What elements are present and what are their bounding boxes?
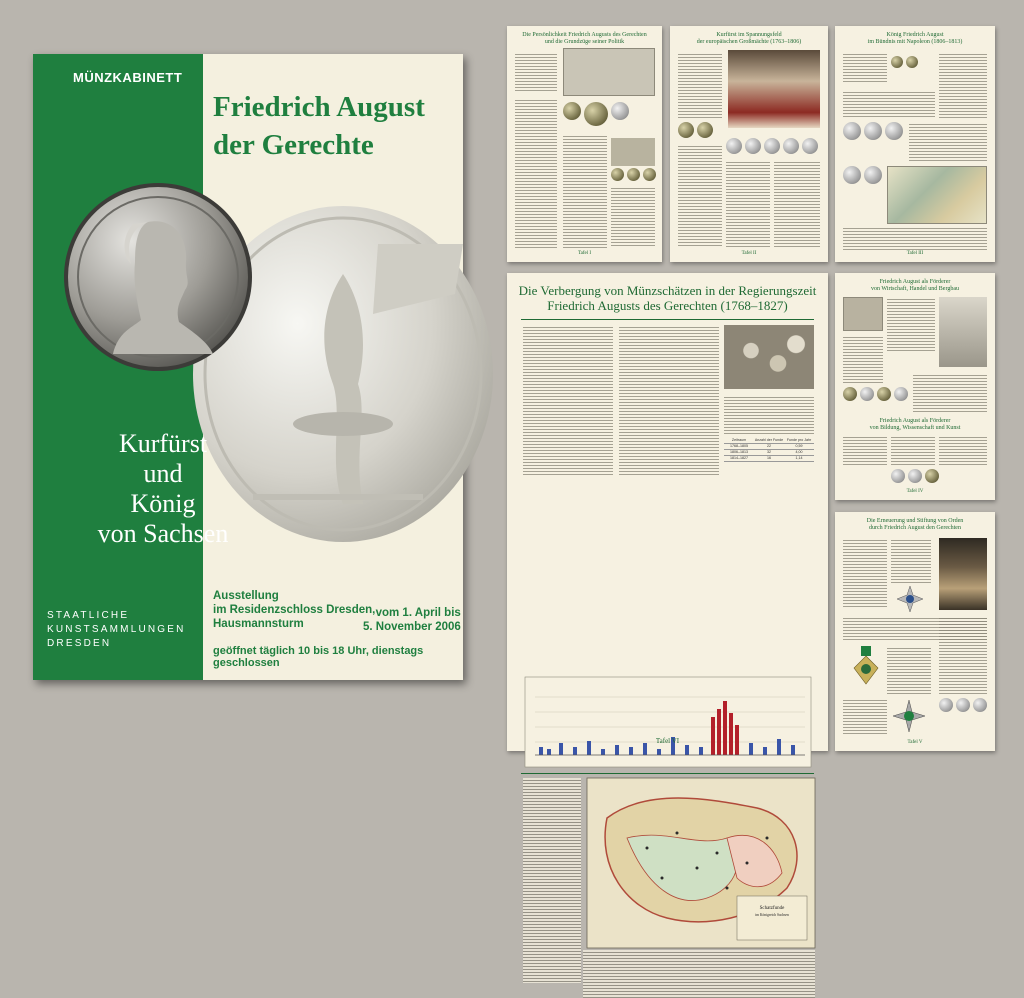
text-block xyxy=(611,186,655,248)
text-block xyxy=(891,538,931,584)
coin-image xyxy=(611,102,629,120)
text-block xyxy=(843,226,987,250)
table-cell: 1,14 xyxy=(795,456,803,460)
panel-title-line: von Bildung, Wissenschaft und Kunst xyxy=(869,425,961,431)
map-title-line: im Königreich Sachsen xyxy=(755,913,789,917)
text-block xyxy=(843,698,887,734)
text-block xyxy=(843,435,887,465)
text-block xyxy=(891,435,935,465)
text-block xyxy=(843,90,935,118)
table-cell: 4,00 xyxy=(795,450,803,454)
coin-row xyxy=(678,122,713,138)
order-star-icon xyxy=(897,586,923,612)
text-block xyxy=(515,52,557,92)
panel-title-line: von Wirtschaft, Handel und Bergbau xyxy=(870,286,960,292)
text-block xyxy=(678,52,722,118)
panel-kurfuerst xyxy=(670,26,828,262)
coin-hoard-photo xyxy=(724,325,814,389)
exhibition-dates xyxy=(363,606,461,634)
panel-wirtschaft xyxy=(835,273,995,500)
subtitle-line: Kurfürst xyxy=(118,429,208,458)
hoard-bar-chart xyxy=(525,677,811,767)
panel-title xyxy=(670,32,828,46)
engraving-image xyxy=(843,297,883,331)
table-cell: 22 xyxy=(767,444,771,448)
coin-row xyxy=(843,387,908,401)
subtitle-line: König xyxy=(130,489,196,518)
coin-row xyxy=(891,56,918,68)
text-block xyxy=(523,778,581,983)
panel-title-line: Kurfürst im Spannungsfeld xyxy=(716,32,782,38)
panel-title-line: König Friedrich August xyxy=(886,32,944,38)
subtitle-line: von Sachsen xyxy=(97,519,229,548)
panel-title-line: durch Friedrich August den Gerechten xyxy=(869,525,961,531)
coin-image xyxy=(864,122,882,140)
coin-image xyxy=(745,138,761,154)
medal-image xyxy=(611,138,655,166)
coin-image xyxy=(611,168,624,181)
portrait-painting xyxy=(728,50,820,128)
text-block xyxy=(726,160,770,248)
panel-title xyxy=(507,283,828,313)
find-list xyxy=(583,950,815,998)
coin-row xyxy=(891,469,939,483)
hoard-table xyxy=(724,438,814,462)
panel-title xyxy=(507,32,662,46)
find-list xyxy=(523,778,581,983)
panel-orden xyxy=(835,512,995,751)
coin-image xyxy=(627,168,640,181)
table-cell: 1806–1813 xyxy=(730,450,748,454)
text-block xyxy=(843,335,883,383)
panel-title xyxy=(835,32,995,46)
coin-image xyxy=(894,387,908,401)
text-block xyxy=(909,122,987,162)
table-row xyxy=(724,456,814,462)
text-block xyxy=(887,297,935,353)
organization-line: DRESDEN xyxy=(47,638,112,649)
institution-label: MÜNZKABINETT xyxy=(73,70,183,85)
coin-image xyxy=(973,698,987,712)
location-line: im Residenzschloss Dresden, xyxy=(213,604,376,616)
coin-image xyxy=(802,138,818,154)
poster-title xyxy=(213,88,425,164)
saxony-map xyxy=(587,778,815,948)
panel-title xyxy=(835,418,995,432)
table-cell: 32 xyxy=(767,450,771,454)
poster-subtitle xyxy=(93,429,233,549)
coin-image xyxy=(891,56,903,68)
text-block xyxy=(774,160,820,248)
panel-title-line: Die Verbergung von Münzschätzen in der Regierungszeit xyxy=(518,283,817,298)
monument-photo xyxy=(939,297,987,367)
text-block xyxy=(583,950,815,998)
engraving-image xyxy=(563,48,655,96)
table-cell: 1768–1805 xyxy=(730,444,748,448)
page-label: Tafel V xyxy=(907,740,923,745)
coin-image xyxy=(860,387,874,401)
text-block xyxy=(563,134,607,248)
exhibition-details xyxy=(213,589,375,631)
coin-row xyxy=(843,122,903,140)
coin-image xyxy=(843,122,861,140)
text-block xyxy=(843,52,887,82)
organization-line: KUNSTSAMMLUNGEN xyxy=(47,624,186,635)
coin-image xyxy=(939,698,953,712)
page-label: Tafel III xyxy=(906,251,924,256)
table-cell: 16 xyxy=(767,456,771,460)
coin-image xyxy=(843,387,857,401)
order-badge-icon xyxy=(851,646,881,686)
panel-title-line: Die Erneuerung und Stiftung von Orden xyxy=(866,518,964,524)
text-block xyxy=(913,373,987,413)
portrait-painting xyxy=(939,538,987,610)
coin-image xyxy=(764,138,780,154)
coin-image xyxy=(783,138,799,154)
date-line: 5. November 2006 xyxy=(363,621,461,633)
opening-hours: geöffnet täglich 10 bis 18 Uhr, dienstags geschlossen xyxy=(213,645,424,669)
organization-name xyxy=(47,609,186,651)
panel-title-line: und die Grundzüge seiner Politik xyxy=(544,39,625,45)
panel-koenig xyxy=(835,26,995,262)
coin-row xyxy=(726,138,818,154)
text-block xyxy=(678,144,722,248)
text-block xyxy=(523,325,613,475)
panel-title-line: Friedrich August als Förderer xyxy=(879,418,951,424)
coin-image xyxy=(864,166,882,184)
text-block xyxy=(619,325,719,475)
text-block xyxy=(939,52,987,118)
coin-image xyxy=(643,168,656,181)
panel-title-line: im Bündnis mit Napoleon (1806–1813) xyxy=(867,39,963,45)
coin-image xyxy=(563,102,581,120)
exhibition-label: Ausstellung xyxy=(213,590,279,602)
panel-muenzschaetze xyxy=(507,273,828,917)
coin-image xyxy=(697,122,713,138)
coin-image xyxy=(584,102,608,126)
divider xyxy=(521,773,814,774)
medal-obverse-portrait xyxy=(63,182,253,372)
location-line: Hausmannsturm xyxy=(213,618,304,630)
divider xyxy=(521,319,814,320)
order-star-icon xyxy=(893,700,925,732)
coin-image xyxy=(925,469,939,483)
page-label: Tafel I xyxy=(577,251,592,256)
page-label: Tafel IV xyxy=(906,489,924,494)
coin-image xyxy=(678,122,694,138)
poster-title-line: Friedrich August xyxy=(213,91,425,123)
table-header-cell: Zeitraum xyxy=(731,438,747,442)
panel-title-line: Friedrich August als Förderer xyxy=(879,279,951,285)
date-line: vom 1. April bis xyxy=(375,607,461,619)
coin-row xyxy=(611,168,656,181)
panel-title-line: Die Persönlichkeit Friedrich Augusts des Gerechten xyxy=(522,32,647,38)
page-label: Tafel VI xyxy=(655,737,680,745)
panel-title xyxy=(835,279,995,293)
coin-row xyxy=(939,698,987,712)
poster-title-line: der Gerechte xyxy=(213,129,374,161)
coin-image xyxy=(891,469,905,483)
text-block xyxy=(515,98,557,248)
coin-image xyxy=(908,469,922,483)
coin-image xyxy=(843,166,861,184)
exhibition-poster xyxy=(33,54,463,680)
table-header-cell: Funde pro Jahr xyxy=(786,438,812,442)
map-title-line: Schatzfunde xyxy=(759,906,785,911)
text-block xyxy=(939,616,987,694)
text-block xyxy=(724,395,814,435)
coin-image xyxy=(906,56,918,68)
organization-line: STAATLICHE xyxy=(47,610,130,621)
map-image xyxy=(887,166,987,224)
table-cell: 1814–1827 xyxy=(730,456,748,460)
coin-image xyxy=(956,698,970,712)
subtitle-line: und xyxy=(143,459,183,488)
coin-image xyxy=(885,122,903,140)
coin-image xyxy=(877,387,891,401)
coin-row xyxy=(843,166,882,184)
panel-persoenlichkeit xyxy=(507,26,662,262)
text-block xyxy=(939,435,987,465)
table-cell: 0,59 xyxy=(795,444,803,448)
text-block xyxy=(887,646,931,694)
coin-row xyxy=(563,102,629,126)
coin-image xyxy=(726,138,742,154)
table-header-cell: Anzahl der Funde xyxy=(754,438,784,442)
panel-title-line: Friedrich Augusts des Gerechten (1768–1827) xyxy=(547,298,788,313)
text-block xyxy=(843,538,887,608)
panel-title-line: der europäischen Großmächte (1763–1806) xyxy=(696,39,802,45)
page-label: Tafel II xyxy=(741,251,757,256)
panel-title xyxy=(835,518,995,532)
exhibition-location xyxy=(213,603,375,631)
